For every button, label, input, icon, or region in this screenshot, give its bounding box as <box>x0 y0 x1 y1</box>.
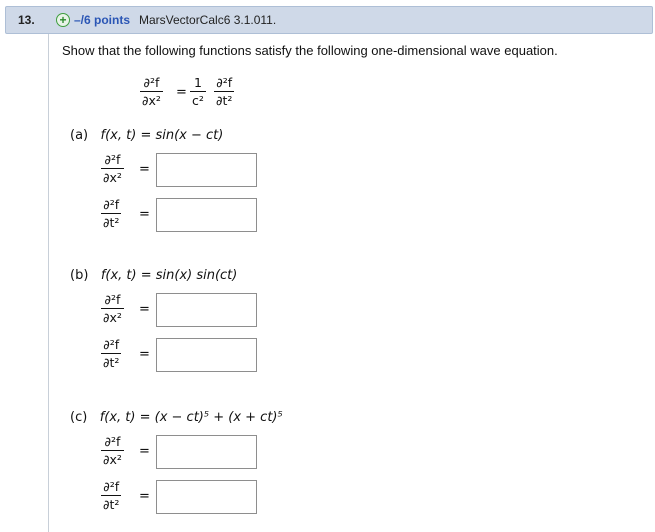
wave-eq-coef-denominator: c² <box>192 93 204 108</box>
fraction-numerator: ∂²f <box>104 434 121 449</box>
part-b-heading <box>70 268 237 283</box>
question-source: MarsVectorCalc6 3.1.011. <box>139 13 277 27</box>
part-a-heading <box>70 128 223 143</box>
wave-eq-rhs-fraction <box>214 75 234 108</box>
part-c-heading <box>70 410 283 425</box>
fraction-denominator: ∂x² <box>103 452 122 467</box>
wave-eq-lhs-fraction <box>140 75 163 108</box>
fraction-numerator: ∂²f <box>104 152 121 167</box>
part-a-dtt-fraction <box>101 197 121 230</box>
fraction-numerator: ∂²f <box>103 479 120 494</box>
wave-eq-rhs-numerator: ∂²f <box>216 75 233 90</box>
part-b-label: (b) <box>70 268 89 283</box>
part-c-dtt-answer-input[interactable] <box>156 480 257 514</box>
part-c-dtt-fraction <box>101 479 121 512</box>
part-a-dtt-equals: = <box>139 207 150 222</box>
part-a-dxx-fraction <box>101 152 124 185</box>
wave-eq-coef-numerator: 1 <box>193 75 202 90</box>
part-c-dxx-answer-input[interactable] <box>156 435 257 469</box>
part-b-function: f(x, t) = sin(x) sin(ct) <box>100 268 238 283</box>
part-b-dtt-answer-input[interactable] <box>156 338 257 372</box>
question-left-border <box>48 34 49 532</box>
fraction-numerator: ∂²f <box>103 197 120 212</box>
fraction-denominator: ∂t² <box>103 497 120 512</box>
fraction-bar <box>214 91 234 92</box>
question-header <box>5 6 653 34</box>
fraction-bar <box>101 308 124 309</box>
fraction-bar <box>101 450 124 451</box>
wave-eq-lhs-denominator: ∂x² <box>142 93 161 108</box>
part-a-dxx-equals: = <box>139 162 150 177</box>
wave-eq-coefficient-fraction <box>190 75 206 108</box>
plus-circle-icon[interactable]: + <box>56 13 70 27</box>
part-a-function: f(x, t) = sin(x − ct) <box>100 128 224 143</box>
fraction-denominator: ∂x² <box>103 170 122 185</box>
fraction-bar <box>190 91 206 92</box>
part-a-dtt-answer-input[interactable] <box>156 198 257 232</box>
question-prompt: Show that the following functions satisfy the following one-dimensional wave equation. <box>62 43 558 58</box>
fraction-numerator: ∂²f <box>104 292 121 307</box>
fraction-bar <box>101 168 124 169</box>
fraction-bar <box>101 495 121 496</box>
wave-eq-equals: = <box>176 85 187 100</box>
fraction-bar <box>101 353 121 354</box>
part-b-dtt-equals: = <box>139 347 150 362</box>
points-link[interactable]: –/6 points <box>74 13 131 27</box>
part-b-dxx-equals: = <box>139 302 150 317</box>
part-a-label: (a) <box>70 128 89 143</box>
part-b-dtt-fraction <box>101 337 121 370</box>
fraction-denominator: ∂t² <box>103 355 120 370</box>
wave-eq-rhs-denominator: ∂t² <box>216 93 233 108</box>
part-c-dtt-equals: = <box>139 489 150 504</box>
fraction-bar <box>140 91 163 92</box>
question-number: 13. <box>18 13 35 27</box>
fraction-numerator: ∂²f <box>103 337 120 352</box>
wave-eq-lhs-numerator: ∂²f <box>143 75 160 90</box>
part-c-function: f(x, t) = (x − ct)⁵ + (x + ct)⁵ <box>99 410 283 425</box>
part-c-dxx-equals: = <box>139 444 150 459</box>
fraction-denominator: ∂x² <box>103 310 122 325</box>
fraction-bar <box>101 213 121 214</box>
part-c-label: (c) <box>70 410 88 425</box>
part-c-dxx-fraction <box>101 434 124 467</box>
part-a-dxx-answer-input[interactable] <box>156 153 257 187</box>
part-b-dxx-fraction <box>101 292 124 325</box>
fraction-denominator: ∂t² <box>103 215 120 230</box>
part-b-dxx-answer-input[interactable] <box>156 293 257 327</box>
